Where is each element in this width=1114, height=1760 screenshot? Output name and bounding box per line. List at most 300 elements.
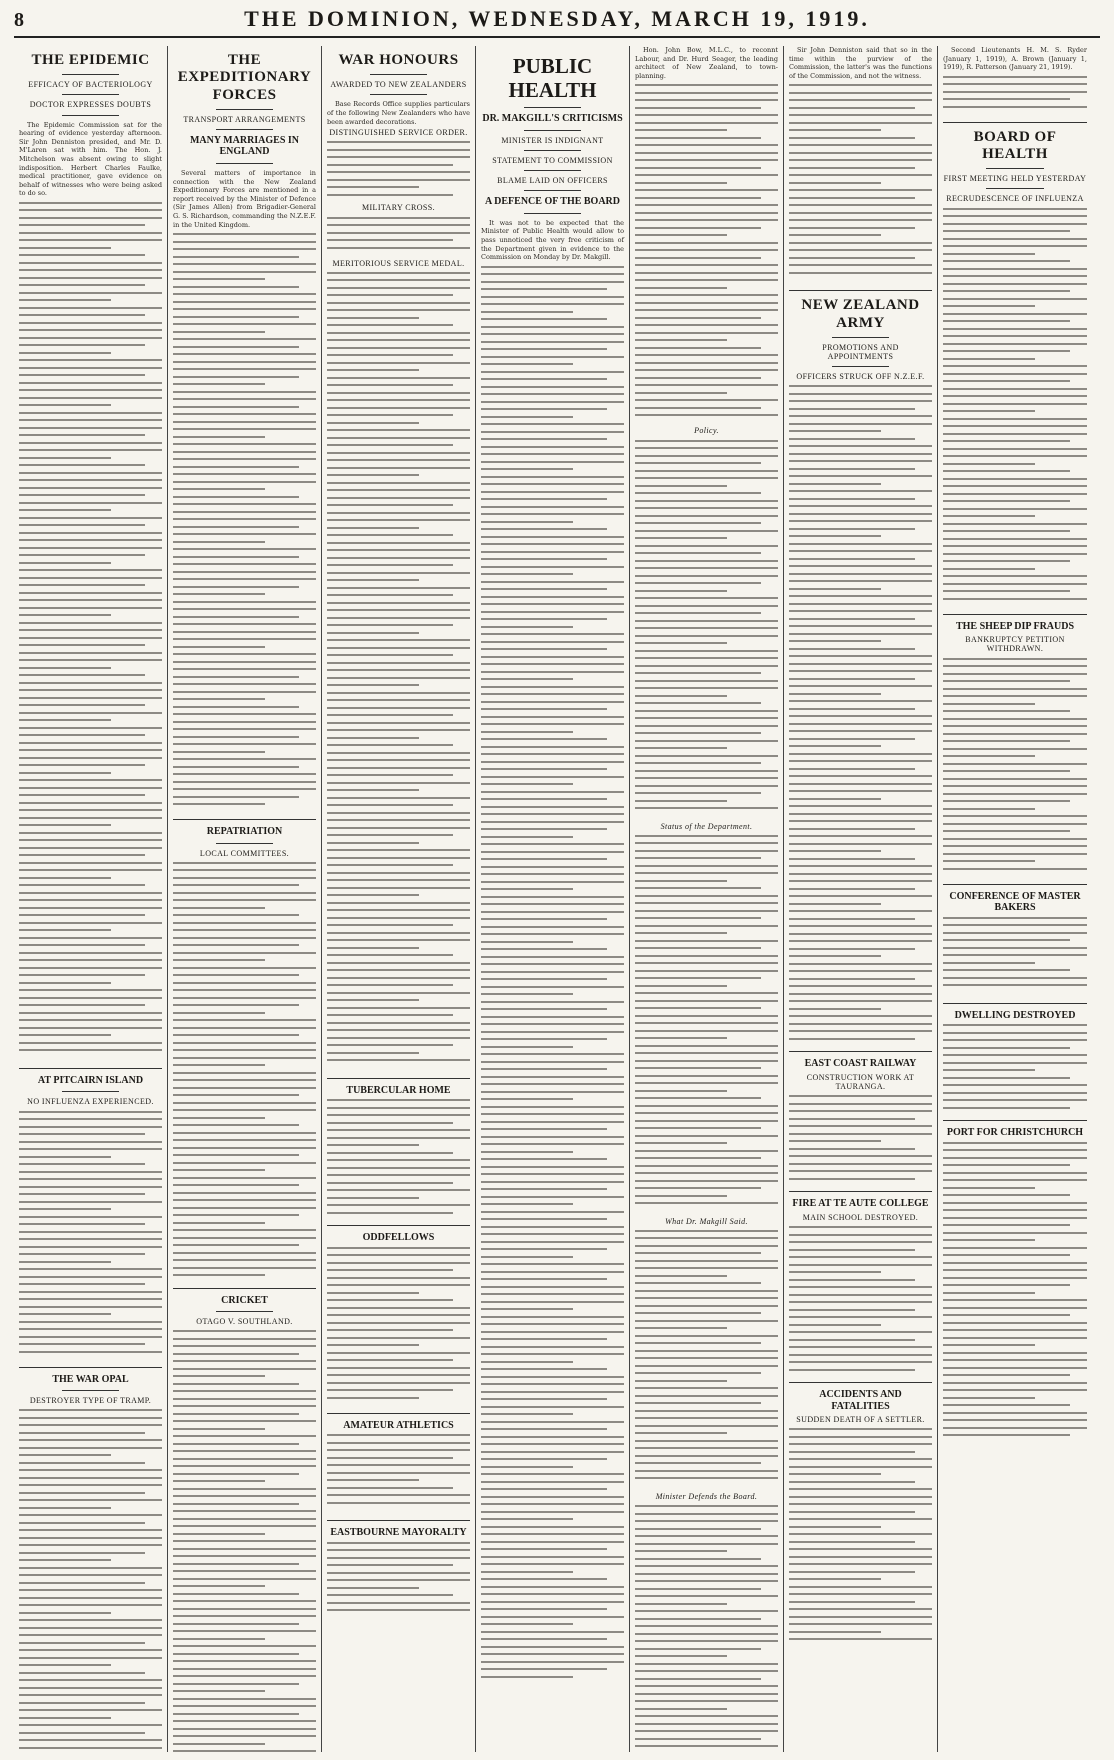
text-line [789, 204, 932, 206]
text-line [789, 468, 915, 470]
text-line [481, 446, 624, 448]
headline: DWELLING DESTROYED [954, 1009, 1076, 1021]
page-number: 8 [14, 9, 24, 31]
text-line [19, 1291, 162, 1293]
text-line [789, 783, 932, 785]
text-line [635, 272, 778, 274]
text-line [173, 907, 265, 909]
text-line [789, 430, 881, 432]
text-line [943, 238, 1087, 240]
text-line [635, 1595, 778, 1597]
text-line [789, 1361, 932, 1363]
text-line [327, 1044, 453, 1046]
text-line [635, 1045, 778, 1047]
text-line [943, 1382, 1087, 1384]
text-line [635, 92, 778, 94]
text-line [173, 263, 316, 265]
text-line [327, 339, 470, 341]
text-line [943, 718, 1087, 720]
article-lead [635, 46, 778, 80]
divider [370, 74, 427, 75]
text-line [789, 1578, 881, 1580]
text-line [173, 1675, 316, 1677]
text-line [943, 358, 1035, 360]
text-line [481, 1631, 624, 1633]
text-line [635, 1432, 727, 1434]
text-line [481, 311, 573, 313]
text-line [19, 1439, 162, 1441]
subheadline: DOCTOR EXPRESSES DOUBTS [29, 100, 152, 110]
text-line [789, 618, 915, 620]
article-lead [481, 219, 624, 262]
text-line [943, 984, 1087, 986]
divider [943, 1003, 1087, 1004]
text-line [481, 708, 607, 710]
text-line [635, 530, 778, 532]
text-line [789, 1155, 932, 1157]
text-line [19, 1694, 162, 1696]
text-line [327, 699, 470, 701]
text-line [327, 707, 470, 709]
text-line [789, 475, 932, 477]
text-line [943, 208, 1087, 210]
text-line [943, 665, 1087, 667]
text-line [789, 483, 881, 485]
text-line [19, 269, 162, 271]
text-line [481, 723, 624, 725]
text-line [481, 693, 624, 695]
text-line [481, 866, 624, 868]
text-line [173, 1698, 316, 1700]
text-line [481, 1196, 624, 1198]
text-line [635, 880, 727, 882]
text-line [481, 836, 573, 838]
text-line [19, 742, 162, 744]
text-line [943, 598, 1087, 600]
text-line [481, 1203, 573, 1205]
text-line [19, 1313, 111, 1315]
text-line [19, 1298, 162, 1300]
text-line [635, 204, 778, 206]
text-line [635, 537, 727, 539]
text-line [789, 1038, 915, 1040]
text-line [481, 1616, 624, 1618]
text-line [19, 487, 162, 489]
text-line [19, 824, 111, 826]
text-line [789, 798, 881, 800]
text-line [635, 522, 761, 524]
text-line [943, 410, 1035, 412]
text-line [789, 242, 932, 244]
text-line [481, 1601, 624, 1603]
text-line [173, 1124, 299, 1126]
text-line [635, 197, 761, 199]
text-line [789, 438, 915, 440]
text-line [789, 948, 915, 950]
text-line [789, 595, 932, 597]
text-line [943, 1299, 1087, 1301]
text-line [481, 401, 624, 403]
text-line [789, 400, 932, 402]
text-line [789, 985, 932, 987]
text-line [327, 171, 470, 173]
article-body [327, 1542, 470, 1622]
headline: WAR HONOURS [338, 52, 459, 68]
text-line [943, 463, 1035, 465]
text-line [481, 1166, 624, 1168]
text-line [635, 947, 761, 949]
text-line [173, 1229, 316, 1231]
text-line [19, 1477, 162, 1479]
text-line [481, 1383, 624, 1385]
text-line [635, 294, 778, 296]
text-line [173, 989, 316, 991]
text-line [635, 865, 778, 867]
text-line [789, 1178, 915, 1180]
text-line [635, 152, 778, 154]
text-line [481, 528, 607, 530]
text-line [19, 907, 162, 909]
text-line [19, 802, 162, 804]
text-line [943, 268, 1087, 270]
text-line [789, 1616, 932, 1618]
text-line [635, 1603, 727, 1605]
text-line [789, 1148, 915, 1150]
text-line [327, 437, 470, 439]
text-line [173, 646, 265, 648]
subheadline: BLAME LAID ON OFFICERS [497, 176, 608, 186]
text-line [635, 665, 778, 667]
text-line [635, 339, 727, 341]
text-line [789, 1110, 932, 1112]
text-line [19, 547, 162, 549]
text-line [481, 1076, 624, 1078]
text-line [173, 1540, 316, 1542]
text-line [635, 612, 761, 614]
text-line [327, 879, 470, 881]
subheadline: A DEFENCE OF THE BOARD [484, 196, 621, 208]
text-line [635, 1202, 778, 1204]
text-line [635, 234, 727, 236]
headline: ODDFELLOWS [362, 1232, 435, 1244]
text-line [635, 1015, 778, 1017]
text-line [327, 977, 470, 979]
text-line [481, 648, 607, 650]
text-line [635, 227, 761, 229]
text-line [19, 997, 162, 999]
text-line [481, 1608, 607, 1610]
text-line [789, 1241, 932, 1243]
text-line [327, 294, 453, 296]
text-line [173, 1668, 316, 1670]
text-line [943, 1284, 1070, 1286]
text-line [789, 633, 932, 635]
text-line [19, 1462, 145, 1464]
text-line [789, 498, 915, 500]
text-line [327, 1502, 470, 1504]
text-line [789, 197, 915, 199]
text-line [635, 872, 778, 874]
text-line [327, 1549, 470, 1551]
text-line [327, 527, 419, 529]
text-line [481, 1458, 607, 1460]
text-line [327, 557, 470, 559]
divider [832, 366, 889, 367]
text-line [789, 1369, 915, 1371]
text-line [635, 590, 727, 592]
text-line [635, 1142, 727, 1144]
text-line [635, 932, 727, 934]
text-line [173, 1338, 316, 1340]
text-line [635, 1007, 761, 1009]
text-line [789, 219, 932, 221]
text-line [173, 1608, 316, 1610]
text-line [19, 1231, 162, 1233]
text-line [327, 1284, 470, 1286]
text-line [327, 542, 470, 544]
divider [789, 1382, 932, 1383]
text-line [19, 772, 111, 774]
text-line [481, 461, 624, 463]
article-body [327, 272, 470, 1072]
text-line [481, 641, 624, 643]
text-line [19, 607, 162, 609]
text-line [789, 820, 932, 822]
text-line [943, 725, 1087, 727]
text-line [635, 702, 761, 704]
text-line [943, 939, 1070, 941]
text-line [327, 564, 453, 566]
text-line [943, 478, 1087, 480]
text-line [19, 532, 162, 534]
text-line [635, 137, 761, 139]
text-line [19, 1111, 162, 1113]
text-line [789, 925, 932, 927]
text-line [173, 1147, 316, 1149]
text-line [173, 1630, 316, 1632]
text-line [943, 793, 1087, 795]
text-line [19, 1567, 162, 1569]
text-line [789, 918, 915, 920]
text-line [481, 1106, 624, 1108]
text-line [943, 947, 1087, 949]
headline: ACCIDENTS AND FATALITIES [819, 1389, 902, 1412]
text-line [19, 884, 145, 886]
text-line [943, 1039, 1087, 1041]
text-line [173, 922, 316, 924]
text-line [635, 925, 778, 927]
text-line [481, 956, 624, 958]
text-line [19, 562, 111, 564]
text-line [481, 1248, 607, 1250]
text-line [635, 219, 778, 221]
text-line [635, 1738, 761, 1740]
text-line [173, 1139, 316, 1141]
text-line [635, 910, 778, 912]
text-line [327, 999, 419, 1001]
text-line [19, 1417, 162, 1419]
text-line [481, 1233, 624, 1235]
text-line [943, 932, 1087, 934]
article-text: Several matters of importance in connection with the New Zealand Expeditionary Forces are mentioned in a report received by the Minister of Defence (Sir James Allen) from Brigadier-General G. S. Richardson, commanding the N.Z.E.F. in the United Kingdom. [173, 168, 316, 229]
text-line [19, 787, 162, 789]
text-line [943, 1404, 1070, 1406]
article-body [173, 1330, 316, 1752]
text-line [943, 320, 1070, 322]
text-line [789, 558, 915, 560]
text-line [481, 1016, 624, 1018]
text-line [635, 1470, 778, 1472]
text-line [943, 1047, 1070, 1049]
text-line [789, 993, 932, 995]
text-line [481, 1533, 624, 1535]
text-line [635, 99, 778, 101]
text-line [943, 1307, 1087, 1309]
text-line [789, 513, 932, 515]
text-line [789, 1008, 881, 1010]
text-line [481, 333, 624, 335]
text-line [327, 1382, 470, 1384]
text-line [19, 719, 111, 721]
text-line [635, 902, 778, 904]
text-line [943, 530, 1070, 532]
headline: EASTBOURNE MAYORALTY [330, 1527, 467, 1539]
article-text: It was not to be expected that the Minister of Public Health would allow to pass unnoticed the very free criticism of the Department given in evidence to the Commission on Monday by Dr. Makgill. [481, 218, 624, 262]
column-5 [630, 46, 784, 1752]
text-line [327, 489, 470, 491]
article-lead [943, 46, 1087, 72]
text-line [789, 1264, 932, 1266]
text-line [481, 776, 624, 778]
text-line [635, 1513, 778, 1515]
text-line [327, 392, 470, 394]
text-line [481, 1518, 573, 1520]
text-line [943, 1077, 1070, 1079]
article-body [635, 835, 778, 1215]
text-line [789, 1556, 932, 1558]
subheadline: AWARDED TO NEW ZEALANDERS [330, 80, 467, 90]
text-line [481, 491, 624, 493]
subheadline: EFFICACY OF BACTERIOLOGY [28, 80, 153, 90]
text-line [789, 1309, 915, 1311]
text-line [789, 1339, 915, 1341]
text-line [327, 744, 453, 746]
text-line [19, 1747, 162, 1749]
text-line [173, 683, 316, 685]
text-line [635, 1297, 778, 1299]
text-line [481, 281, 624, 283]
text-line [943, 568, 1035, 570]
text-line [173, 796, 299, 798]
text-line [19, 1019, 162, 1021]
text-line [19, 794, 145, 796]
text-line [481, 671, 624, 673]
text-line [327, 812, 470, 814]
text-line [635, 1127, 761, 1129]
text-line [173, 1488, 316, 1490]
text-line [19, 1171, 162, 1173]
text-line [943, 1247, 1087, 1249]
text-line [943, 350, 1070, 352]
text-line [481, 1053, 624, 1055]
text-line [481, 1091, 624, 1093]
text-line [173, 1623, 299, 1625]
text-line [943, 1084, 1087, 1086]
text-line [173, 1653, 299, 1655]
text-line [635, 369, 778, 371]
text-line [481, 386, 624, 388]
subheadline: DESTROYER TYPE OF TRAMP. [29, 1396, 152, 1406]
text-line [173, 481, 316, 483]
text-line [789, 272, 932, 274]
article-text: Base Records Office supplies particulars of the following New Zealanders who have been awarded decorations. [327, 100, 470, 126]
text-line [327, 1247, 470, 1249]
text-line [19, 629, 162, 631]
text-line [481, 551, 624, 553]
text-line [327, 1122, 453, 1124]
text-line [943, 260, 1070, 262]
text-line [635, 1290, 778, 1292]
text-line [481, 1406, 624, 1408]
text-line [635, 174, 778, 176]
text-line [789, 565, 932, 567]
text-line [943, 1202, 1087, 1204]
article-body [635, 440, 778, 820]
text-line [19, 434, 145, 436]
text-line [789, 1140, 881, 1142]
text-line [19, 352, 111, 354]
text-line [481, 573, 573, 575]
text-line [19, 989, 162, 991]
headline: PUBLIC HEALTH [508, 54, 597, 103]
text-line [19, 404, 111, 406]
text-line [635, 800, 727, 802]
text-line [481, 341, 624, 343]
text-line [327, 1542, 470, 1544]
text-line [173, 1405, 316, 1407]
article-body [19, 1409, 162, 1752]
text-line [19, 929, 111, 931]
text-line [173, 974, 299, 976]
text-line [635, 762, 761, 764]
text-line [943, 1194, 1070, 1196]
text-line [173, 443, 316, 445]
text-line [943, 253, 1035, 255]
text-line [19, 1336, 162, 1338]
text-line [327, 1159, 470, 1161]
text-line [481, 783, 573, 785]
text-line [789, 490, 932, 492]
text-line [173, 1072, 316, 1074]
text-line [173, 1184, 299, 1186]
text-line [19, 622, 162, 624]
text-line [173, 1117, 265, 1119]
text-line [789, 453, 932, 455]
text-line [943, 954, 1087, 956]
text-line [943, 1157, 1087, 1159]
article-body [327, 1099, 470, 1219]
text-line [481, 1398, 607, 1400]
text-line [173, 518, 316, 520]
text-line [481, 678, 573, 680]
text-line [173, 743, 316, 745]
text-line [789, 1023, 932, 1025]
text-line [19, 232, 162, 234]
text-line [19, 1306, 162, 1308]
text-line [635, 1380, 727, 1382]
text-line [19, 1261, 111, 1263]
text-line [173, 331, 265, 333]
